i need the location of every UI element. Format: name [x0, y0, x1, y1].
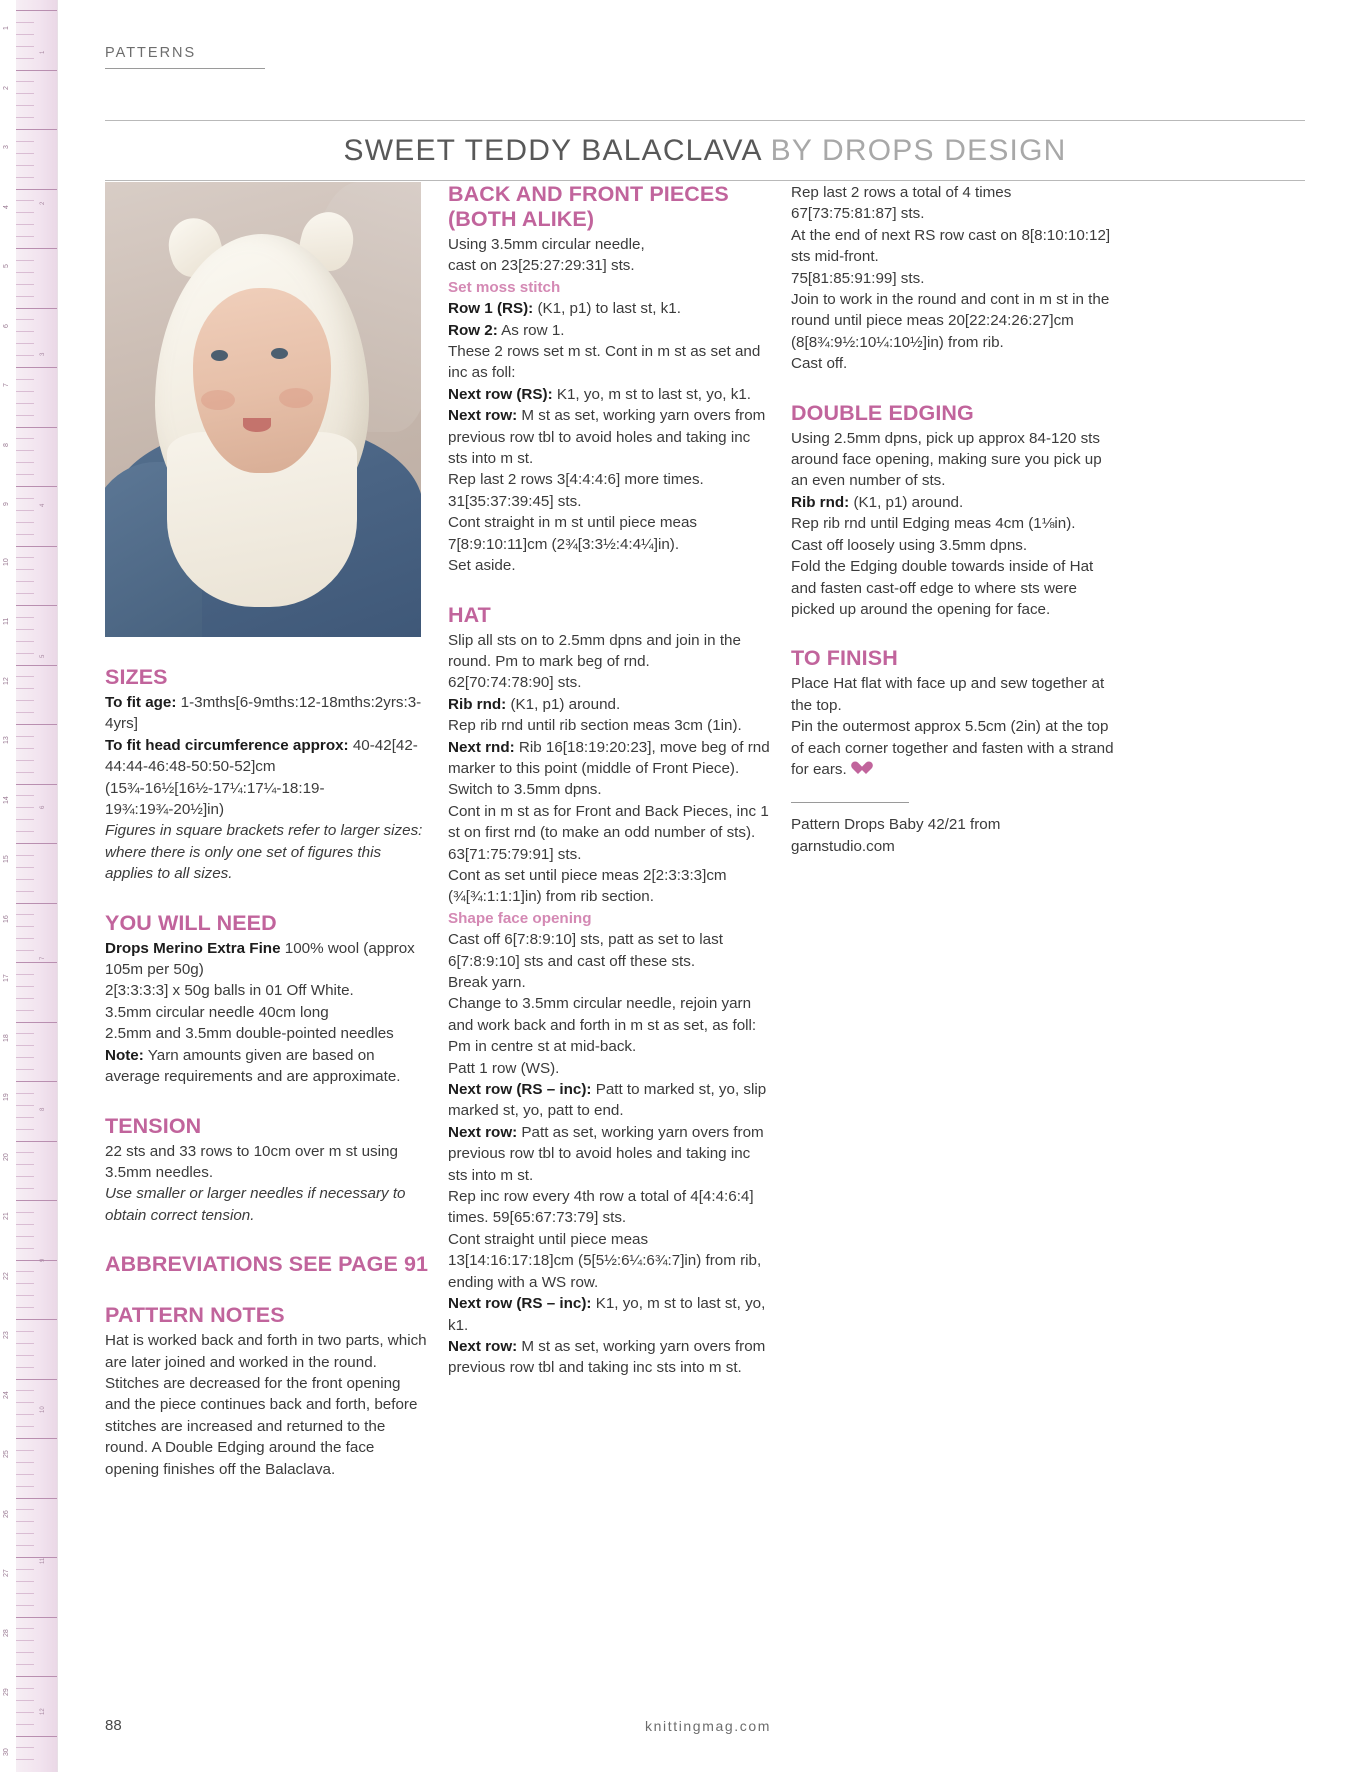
heading-double-edging: DOUBLE EDGING [791, 400, 974, 425]
cont-line-5: Join to work in the round and cont in m st in the round until piece meas 20[22:24:26:27]cm (8[8¾:9½:10¼:10½]in) from rib. [791, 291, 1110, 351]
bf-line-4: Rep last 2 rows 3[4:4:4:6] more times. [448, 471, 704, 489]
hat-line-1: Slip all sts on to 2.5mm dpns and join in the round. Pm to mark beg of rnd. [448, 631, 741, 670]
hat-rib-rnd-label: Rib rnd: [448, 695, 507, 713]
running-head [105, 45, 265, 69]
finish-line-2 [791, 716, 1115, 780]
edging-line-4: Fold the Edging double towards inside of Hat and fasten cast-off edge to where sts were picked up around the opening for face. [791, 558, 1094, 618]
hat-next-row-inc-2 [448, 1293, 772, 1336]
heading-you-will-need: YOU WILL NEED [105, 910, 277, 935]
edging-line-2: Rep rib rnd until Edging meas 4cm (1⅛in). [791, 515, 1076, 533]
sizes-head-circumference [105, 735, 429, 821]
hat-line-5: Cont in m st as for Front and Back Pieces, inc 1 st on first rnd (to make an odd number of sts). 63[71:75:79:91] sts. [448, 802, 769, 863]
edging-rib-rnd [791, 492, 1115, 513]
page-number: 88 [105, 1717, 122, 1734]
bf-next-row-rs [448, 384, 772, 405]
bf-next-row-label: Next row: [448, 407, 518, 425]
cont-line-1: Rep last 2 rows a total of 4 times [791, 184, 1012, 201]
bf-line-5: 31[35:37:39:45] sts. [448, 492, 582, 510]
sizes-fit-age-value: 1-3mths[6-9mths:12-18mths:2yrs:3-4yrs] [105, 694, 422, 733]
photo-baby-face [193, 288, 331, 473]
photo-eye-right [271, 348, 288, 359]
sizes-note: Figures in square brackets refer to larger sizes: where there is only one set of figures this applies to all sizes. [105, 822, 423, 883]
credit-line-1: Pattern Drops Baby 42/21 from [791, 816, 1001, 834]
hat-next-row-inc-1-text: Patt to marked st, yo, slip marked st, yo, patt to end. [448, 1081, 767, 1120]
bf-line-6: Cont straight in m st until piece meas 7[8:9:10:11]cm (2¾[3:3½:4:4¼]in). [448, 514, 698, 553]
page-title-main: SWEET TEDDY BALACLAVA [343, 134, 771, 167]
bf-row-1-label: Row 1 (RS): [448, 300, 534, 318]
finish-line-1: Place Hat flat with face up and sew together at the top. [791, 675, 1105, 714]
heading-abbreviations: ABBREVIATIONS SEE PAGE 91 [105, 1252, 429, 1277]
heading-sizes: SIZES [105, 665, 168, 689]
ywn-note [105, 1045, 429, 1088]
subheading-shape-face-opening: Shape face opening [448, 909, 592, 927]
hat-line-13: Cont straight until piece meas 13[14:16:17:18]cm (5[5½:6¼:6¾:7]in) from rib, ending with a WS row. [448, 1230, 762, 1291]
bf-line-2: cast on 23[25:27:29:31] sts. [448, 257, 635, 275]
hat-next-row-inc-1-label: Next row (RS – inc): [448, 1081, 592, 1099]
ywn-yarn [105, 938, 429, 981]
ywn-note-text: Yarn amounts given are based on average requirements and are approximate. [105, 1046, 401, 1086]
photo-cheek-left [201, 390, 235, 410]
cont-line-4: 75[81:85:91:99] sts. [791, 269, 925, 287]
hat-line-8: Break yarn. [448, 974, 526, 991]
sizes-fit-age [105, 692, 429, 735]
photo-cheek-right [279, 388, 313, 408]
ywn-needle-circular: 3.5mm circular needle 40cm long [105, 1003, 329, 1021]
hat-next-rnd-label: Next rnd: [448, 738, 515, 756]
bf-next-row [448, 405, 772, 469]
hat-line-2: 62[70:74:78:90] sts. [448, 674, 582, 692]
ruler-band [16, 0, 58, 1772]
heading-pattern-notes: PATTERN NOTES [105, 1303, 285, 1328]
subheading-set-moss-stitch: Set moss stitch [448, 278, 561, 296]
pattern-notes-text: Hat is worked back and forth in two parts, which are later joined and worked in the round. Stitches are decreased for the front opening and the piece continues back and forth, before stitches are increased and returned to the round. A Double Edging around the face opening finishes off the Balaclava. [105, 1332, 427, 1478]
hat-line-11: Patt 1 row (WS). [448, 1059, 560, 1077]
heading-hat: HAT [448, 602, 491, 627]
heading-back-and-front-pieces: BACK AND FRONT PIECES (BOTH ALIKE) [448, 182, 729, 231]
hat-line-9: Change to 3.5mm circular needle, rejoin yarn and work back and forth in m st as set, as foll: [448, 995, 757, 1034]
hat-next-row-3-text: M st as set, working yarn overs from previous row tbl and taking inc sts into m st. [448, 1337, 766, 1377]
hat-line-7: Cast off 6[7:8:9:10] sts, patt as set to last 6[7:8:9:10] sts and cast off these sts. [448, 931, 723, 970]
ywn-yarn-detail: 100% wool (approx 105m per 50g) [105, 939, 415, 979]
hat-rib-rnd-text: (K1, p1) around. [506, 695, 621, 713]
ywn-yarn-name: Drops Merino Extra Fine [105, 939, 281, 957]
ywn-note-label: Note: [105, 1046, 144, 1064]
hat-line-10: Pm in centre st at mid-back. [448, 1038, 637, 1056]
left-column [105, 182, 429, 1480]
running-head-label: PATTERNS [105, 45, 197, 61]
page-title [105, 121, 1305, 180]
hat-next-row-inc-1 [448, 1079, 772, 1122]
tension-line-2: Use smaller or larger needles if necessary to obtain correct tension. [105, 1185, 406, 1224]
hat-line-3: Rep rib rnd until rib section meas 3cm (1in). [448, 717, 742, 735]
sizes-head-value: 40-42[42-44:44-46:48-50:50-52]cm (15¾-16½[16½-17¼:17¼-18:19-19¾:19¾-20½]in) [105, 736, 418, 819]
edging-line-1: Using 2.5mm dpns, pick up approx 84-120 sts around face opening, making sure you pick up an even number of sts. [791, 429, 1102, 490]
hat-next-rnd-text: Rib 16[18:19:20:23], move beg of rnd marker to this point (middle of Front Piece). [448, 738, 770, 777]
footer-site: knittingmag.com [645, 1718, 771, 1734]
edging-rib-rnd-text: (K1, p1) around. [849, 493, 964, 511]
title-rule-bottom [105, 180, 1305, 181]
cont-line-3: At the end of next RS row cast on 8[8:10:10:12] sts mid-front. [791, 226, 1111, 266]
hat-line-12: Rep inc row every 4th row a total of 4[4:4:6:4] times. 59[65:67:73:79] sts. [448, 1188, 754, 1227]
cont-line-2: 67[73:75:81:87] sts. [791, 205, 925, 223]
hat-rib-rnd [448, 694, 772, 715]
ruler-strip: 1 2 3 4 5 6 7 8 9 10 11 12 13 14 15 16 17 18 19 20 21 22 23 24 25 26 27 28 29 30 1 2 3 4 5 6 7 8 9 10 11 12 [0, 0, 58, 1772]
page-title-designer: BY DROPS DESIGN [770, 134, 1067, 167]
hat-next-row-3-label: Next row: [448, 1337, 518, 1355]
bf-next-row-rs-text: K1, yo, m st to last st, yo, k1. [552, 385, 751, 403]
bf-line-1: Using 3.5mm circular needle, [448, 236, 645, 253]
hat-next-row-2-text: Patt as set, working yarn overs from previous row tbl to avoid holes and taking inc sts into m st. [448, 1123, 764, 1184]
bf-row-1 [448, 298, 772, 319]
finish-line-2-text: Pin the outermost approx 5.5cm (2in) at the top of each corner together and fasten with a strand for ears. [791, 718, 1114, 778]
heart-icon [851, 762, 866, 776]
sizes-head-label: To fit head circumference approx: [105, 736, 349, 754]
bf-row-2 [448, 320, 772, 341]
heading-to-finish: TO FINISH [791, 646, 898, 671]
hat-line-4: Switch to 3.5mm dpns. [448, 781, 602, 799]
cont-line-6: Cast off. [791, 355, 848, 373]
hat-next-row-3 [448, 1336, 772, 1379]
sizes-fit-age-label: To fit age: [105, 694, 177, 711]
hat-next-row-inc-2-text: K1, yo, m st to last st, yo, k1. [448, 1295, 766, 1334]
bf-next-row-rs-label: Next row (RS): [448, 385, 553, 403]
magazine-page [58, 0, 1358, 1772]
bf-row-2-text: As row 1. [497, 321, 565, 339]
credit-line-2: garnstudio.com [791, 837, 895, 855]
bf-next-row-text: M st as set, working yarn overs from previous row tbl to avoid holes and taking inc sts into m st. [448, 407, 766, 468]
hat-next-row-2 [448, 1122, 772, 1186]
photo-eye-left [211, 350, 228, 361]
page-title-block [105, 120, 1305, 181]
heading-tension: TENSION [105, 1113, 202, 1138]
bf-row-1-text: (K1, p1) to last st, k1. [533, 300, 681, 318]
credit-rule [791, 802, 909, 803]
pattern-photo [105, 182, 421, 637]
ywn-balls: 2[3:3:3:3] x 50g balls in 01 Off White. [105, 982, 354, 1000]
bf-row-2-label: Row 2: [448, 321, 498, 339]
tension-line-1: 22 sts and 33 rows to 10cm over m st using 3.5mm needles. [105, 1142, 398, 1181]
hat-next-row-2-label: Next row: [448, 1123, 518, 1141]
edging-line-3: Cast off loosely using 3.5mm dpns. [791, 536, 1028, 554]
hat-next-rnd [448, 737, 772, 780]
hat-next-row-inc-2-label: Next row (RS – inc): [448, 1295, 592, 1313]
hat-line-6: Cont as set until piece meas 2[2:3:3:3]cm (¾[¾:1:1:1]in) from rib section. [448, 866, 727, 906]
ywn-needle-dpn: 2.5mm and 3.5mm double-pointed needles [105, 1025, 394, 1043]
photo-mouth [243, 418, 271, 432]
bf-line-3: These 2 rows set m st. Cont in m st as set and inc as foll: [448, 343, 761, 382]
right-column [791, 182, 1115, 857]
running-head-rule [105, 68, 265, 69]
middle-column [448, 182, 772, 1379]
edging-rib-rnd-label: Rib rnd: [791, 493, 850, 511]
bf-line-7: Set aside. [448, 557, 516, 575]
